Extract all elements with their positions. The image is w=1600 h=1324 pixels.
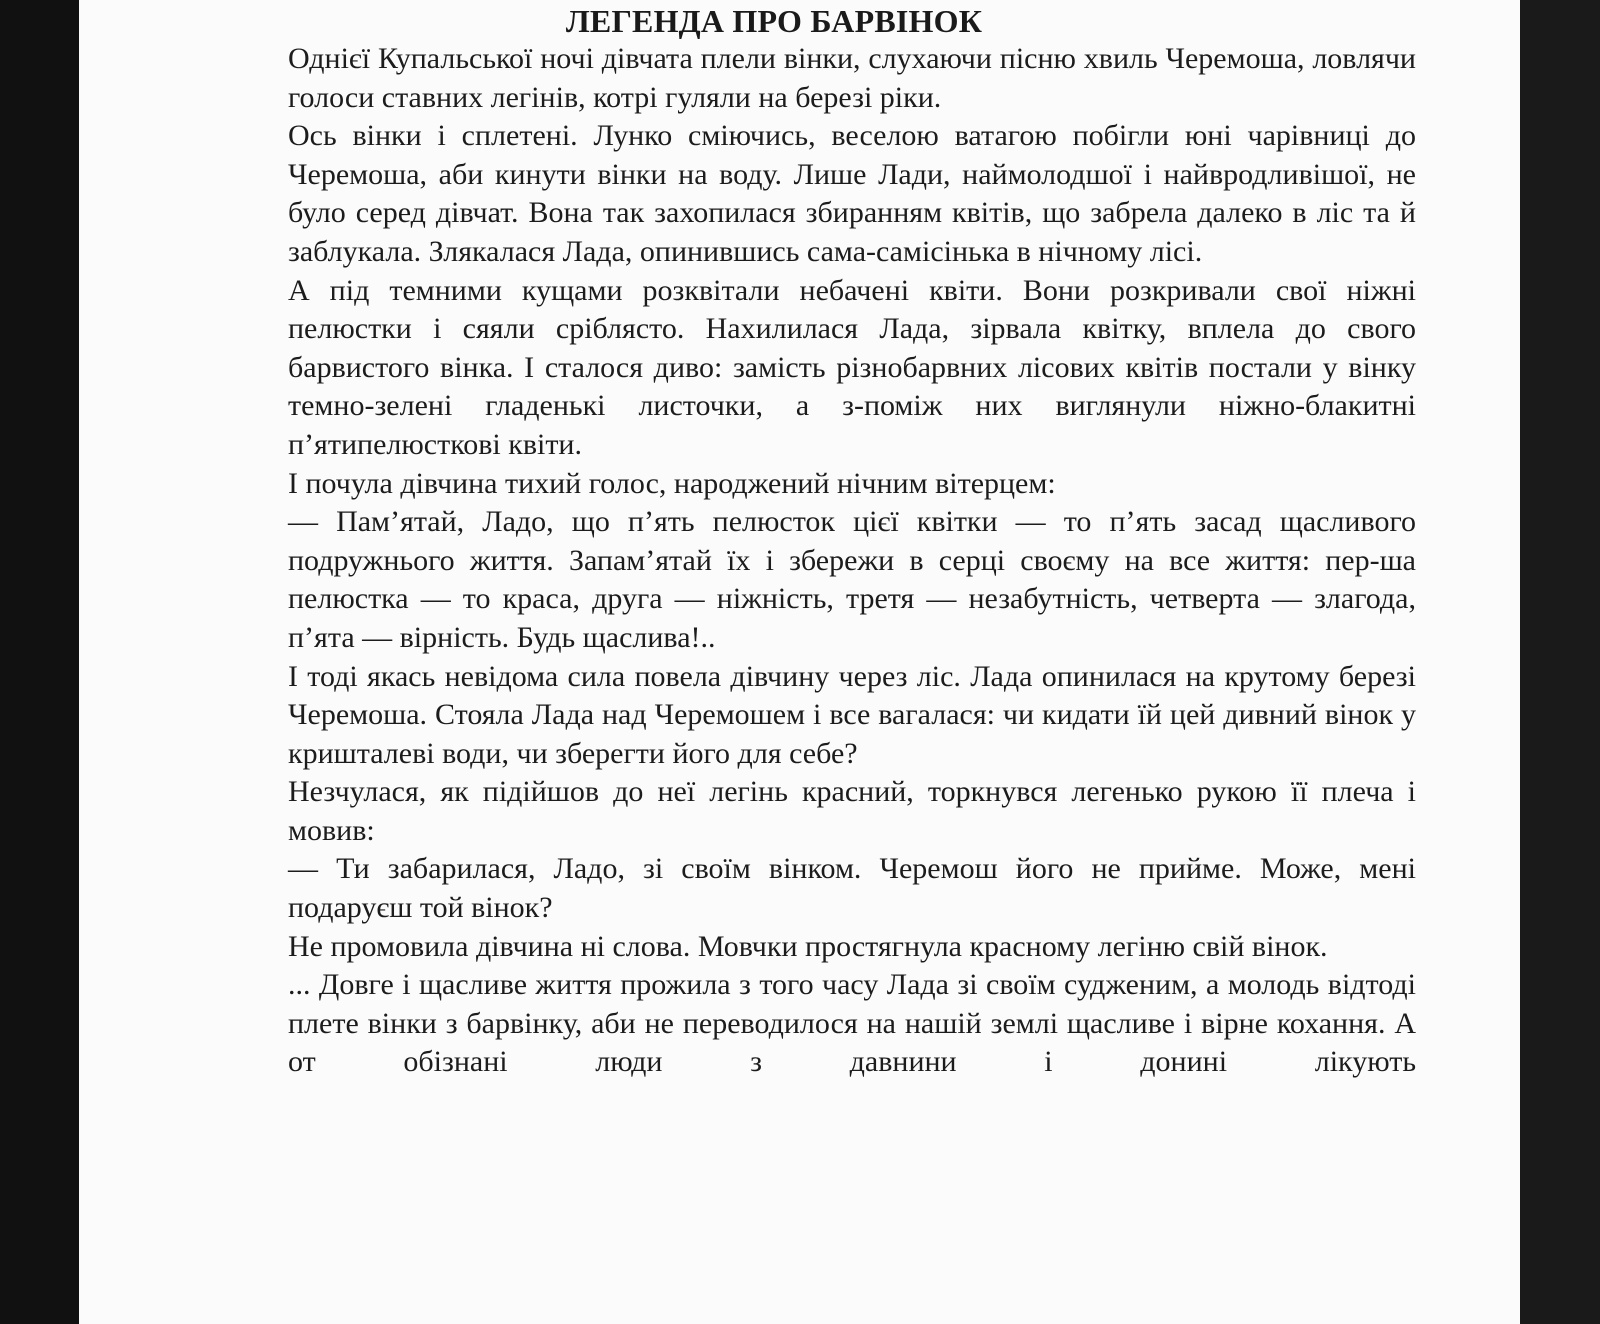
paragraph-cheremosh-bank: І тоді якась невідома сила повела дівчину через ліс. Лада опинилася на крутому березі Черемоша. Стояла Лада над Черемошем і все вагалася: чи кидати їй цей дивний вінок у кришталеві води, чи зберегти його для себе? [288,659,1416,770]
paragraph-happy-life: ... Довге і щасливе життя прожила з того часу Лада зі своїм судженим, а молодь відтоді плете вінки з барвінку, аби не переводилося на нашій землі щасливе і вірне кохання. А от обізнані люди з давнини і донині лікують [288,968,1416,1079]
document-title: ЛЕГЕНДА ПРО БАРВІНОК [565,3,983,39]
paragraph-miracle-flowers: А під темними кущами розквітали небачені квіти. Вони розкривали свої ніжні пелюстки і сяяли сріблясто. Нахилилася Лада, зірвала квітку, вплела до свого барвистого вінка. І сталося диво: замість різнобарвних лісових квітів постали у вінку темно-зелені гладенькі листочки, а з-поміж них виглянули ніжно-блакитні п’ятипелюсткові квіти. [288,273,1416,461]
paragraph-quiet-voice: І почула дівчина тихий голос, народжений нічним вітерцем: [288,466,1056,500]
right-bezel [1520,0,1600,1324]
paragraph-kupala-night: Однієї Купальської ночі дівчата плели вінки, слухаючи пісню хвиль Черемоша, ловлячи голоси ставних легінів, котрі гуляли на березі ріки. [288,42,1416,114]
document-body [288,40,1416,1082]
paragraph-gift-wreath: Не промовила дівчина ні слова. Мовчки простягнула красному легіню свій вінок. [288,929,1328,963]
paragraph-young-man-speech: — Ти забарилася, Ладо, зі своїм вінком. Черемош його не прийме. Може, мені подаруєш той вінок? [288,852,1416,925]
paragraph-young-man: Незчулася, як підійшов до неї легінь красний, торкнувся легенько рукою її плеча і мовив: [288,775,1416,847]
left-bezel [0,0,79,1324]
paragraph-five-petals: — Пам’ятай, Ладо, що п’ять пелюсток цієї квітки — то п’ять засад щасливого подружнього життя. Запам’ятай їх і збережи в серці своєму на все життя: пер-ша пелюстка — то краса, друга — ніжність, третя — незабутність, четверта — злагода, п’ята — вірність. Будь щаслива!.. [288,505,1416,654]
document-page [79,0,1520,1324]
paragraph-lada-lost: Ось вінки і сплетені. Лунко сміючись, веселою ватагою побігли юні чарівниці до Черемоша, аби кинути вінки на воду. Лише Лади, наймолодшої і найвродливішої, не було серед дівчат. Вона так захопилася збиранням квітів, що забрела далеко в ліс та й заблукала. Злякалася Лада, опинившись сама-самісінька в нічному лісі. [288,119,1416,268]
